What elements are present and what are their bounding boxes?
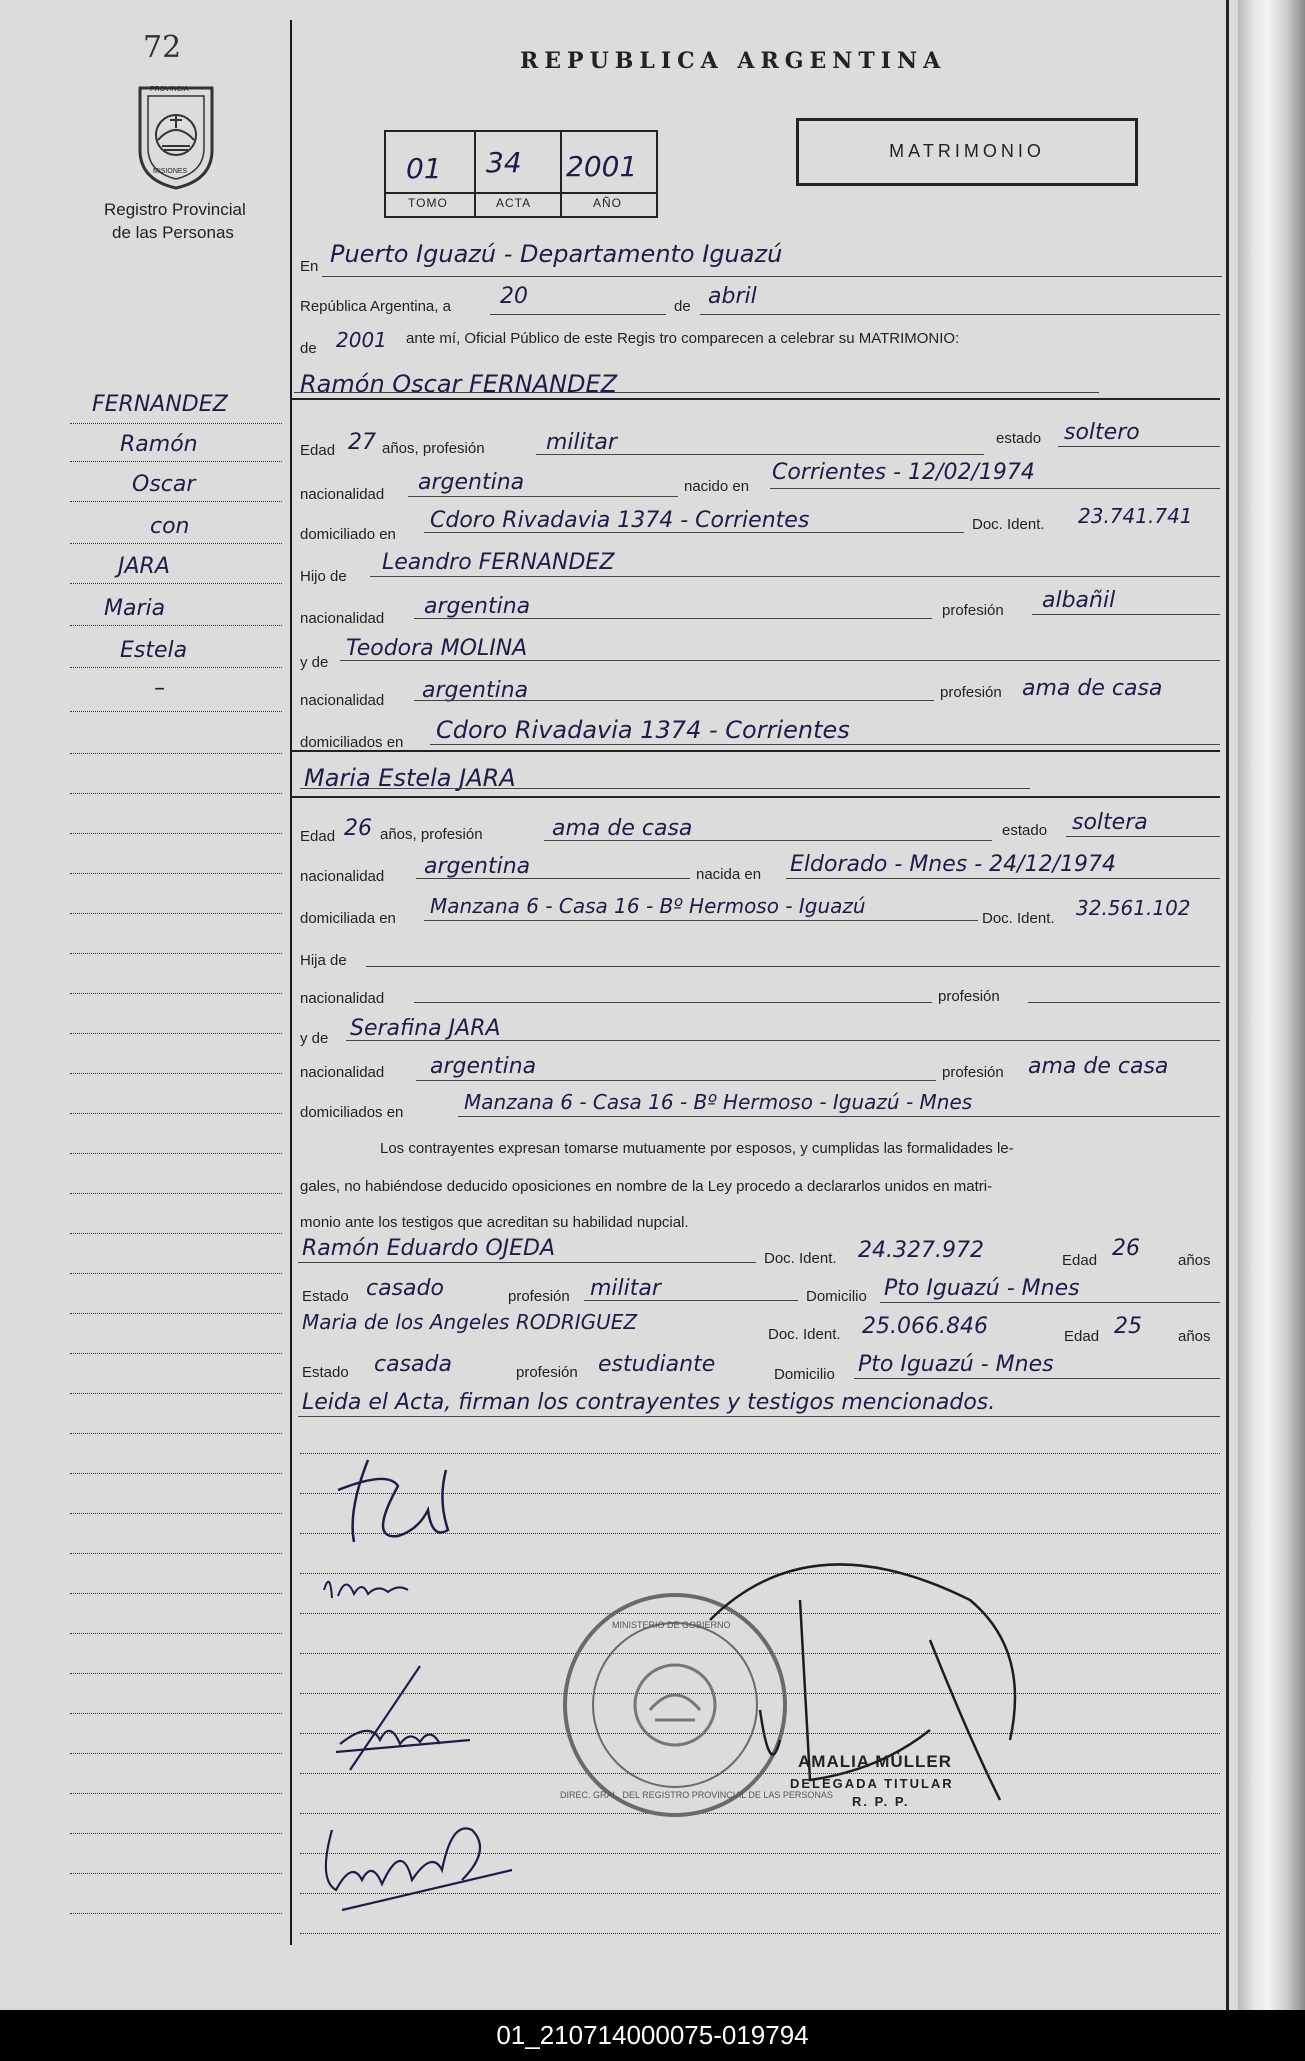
act-type-box xyxy=(796,118,1138,186)
witness1-signature xyxy=(330,1660,480,1780)
seal-text: DIREC. GRAL. DEL REGISTRO PROVINCIAL DE LAS PERSONAS xyxy=(560,1790,833,1800)
reference-box xyxy=(384,130,658,218)
emblem-top-text: PROVINCIA xyxy=(150,86,189,93)
margin-note-line: con xyxy=(150,514,190,539)
en-label: En xyxy=(300,258,319,275)
groom-nationality: argentina xyxy=(418,470,525,495)
bride-mother-profession: ama de casa xyxy=(1028,1054,1169,1079)
country-title: REPUBLICA ARGENTINA xyxy=(520,48,947,74)
groom-mother-profession: ama de casa xyxy=(1022,676,1163,701)
bride-address: Manzana 6 - Casa 16 - Bº Hermoso - Iguazú xyxy=(430,894,866,918)
bride-nationality: argentina xyxy=(424,854,531,879)
groom-birth: Corrientes - 12/02/1974 xyxy=(772,460,1035,485)
declaration-line: monio ante los testigos que acreditan su habilidad nupcial. xyxy=(300,1214,689,1231)
groom-name: Ramón Oscar FERNANDEZ xyxy=(300,370,618,398)
groom-father-nationality: argentina xyxy=(424,594,531,619)
groom-status: soltero xyxy=(1064,420,1140,445)
witness2-profession: estudiante xyxy=(598,1352,716,1377)
place-value: Puerto Iguazú - Departamento Iguazú xyxy=(330,240,783,268)
closing-statement: Leida el Acta, firman los contrayentes y testigos mencionados. xyxy=(302,1390,996,1415)
anio-value: 2001 xyxy=(566,150,638,183)
registry-line2: de las Personas xyxy=(112,223,234,242)
de-year-label: de xyxy=(300,340,317,357)
margin-divider-line xyxy=(290,20,292,1945)
witness2-signature xyxy=(312,1800,532,1920)
witness1-status: casado xyxy=(366,1276,444,1301)
witness2-age: 25 xyxy=(1114,1314,1142,1339)
official-office: R. P. P. xyxy=(852,1794,910,1809)
groom-age: 27 xyxy=(348,430,376,455)
witness1-name: Ramón Eduardo OJEDA xyxy=(302,1236,556,1261)
witness1-profession: militar xyxy=(590,1276,661,1301)
intro-statement: ante mí, Oficial Público de este Regis tro comparecen a celebrar su MATRIMONIO: xyxy=(406,330,960,347)
bride-signature xyxy=(318,1560,418,1610)
acta-label: ACTA xyxy=(496,196,532,210)
bride-birth: Eldorado - Mnes - 24/12/1974 xyxy=(790,852,1116,877)
margin-note-line: JARA xyxy=(118,554,170,579)
right-border-line xyxy=(1226,0,1229,2010)
certificate-page: 72 PROVINCIA MISIONES Registro Provincial de las Personas REPUBLICA ARGENTINA 01 34 2001 TOMO ACTA AÑO MATRIMONIO FERNANDEZ Ramón Oscar con JARA Maria Estela – En Puerto Iguazú - Departamento Iguazú República Argentina, a 20 de abril de 2001 ante mí, Oficial Público de este Regis tro comparecen a celebrar su MATRIMONIO: Ramón Oscar FERNANDEZ Edad 27 años, profesión militar estado soltero nacionalidad argentina nacido en Corrientes - 12/02/1974 domiciliado en Cdoro Rivadavia 1374 - Corrientes Doc. Ident. 23.741.741 Hijo de Leandro FERNANDEZ nacionalidad argentina profesión albañil y de Teodora MOLINA nacionalidad argentina profesión ama de casa domiciliados en Cdoro Rivadavia 1374 - Corrientes Maria Estela JARA Edad 26 años, profesión ama de casa estado soltera nacionalidad argentina nacida en Eldorado - Mnes - 24/12/1974 domiciliada en Manzana 6 - Casa 16 - Bº Hermoso - Iguazú Doc. Ident. 32.561.102 Hija de nacionalidad profesión y de Serafina JARA nacionalidad argentina profesión ama de casa domiciliados en Manzana 6 - Casa 16 - Bº Hermoso - Iguazú - Mnes Los contrayentes expresan tomarse mutuamente por esposos, y cumplidas las formalidades le- gales, no habiéndose deducido oposiciones en nombre de la Ley procedo a declararlos unidos en matri- monio ante los testigos que acreditan su habilidad nupcial. Ramón Eduardo OJEDA Doc. Ident. 24.327.972 Edad 26 años Estado casado profesión militar Domicilio Pto Iguazú - Mnes Maria de los Angeles RODRIGUEZ Doc. Ident. 25.066.846 Edad 25 años Estado casada profesión estudiante Domicilio Pto Iguazú - Mnes Leida el Acta, firman los contrayentes y testigos mencionados. DIREC. GRAL. DEL REGISTRO PROVINCIAL DE LAS PERSONAS MINISTERIO DE GOBIERNO AMALIA MÜLLER DELEGADA TITULAR R. P. P. xyxy=(0,0,1238,2010)
bride-mother-nationality: argentina xyxy=(430,1054,537,1079)
bride-age: 26 xyxy=(344,816,372,841)
groom-mother-nationality: argentina xyxy=(422,678,529,703)
page-number: 72 xyxy=(143,30,182,65)
margin-note-line: Maria xyxy=(104,596,166,621)
margin-note-line: FERNANDEZ xyxy=(92,392,228,417)
footer-id-bar: 01_210714000075-019794 xyxy=(0,2010,1305,2061)
official-name: AMALIA MÜLLER xyxy=(798,1752,953,1771)
official-title: DELEGADA TITULAR xyxy=(790,1776,954,1791)
emblem-bottom-text: MISIONES xyxy=(153,168,188,175)
tomo-label: TOMO xyxy=(408,196,448,210)
republica-label: República Argentina, a xyxy=(300,298,451,315)
groom-doc: 23.741.741 xyxy=(1078,504,1193,528)
witness2-address: Pto Iguazú - Mnes xyxy=(858,1352,1054,1377)
year-value: 2001 xyxy=(336,328,387,352)
anio-label: AÑO xyxy=(593,196,623,210)
seal-inner-text: MINISTERIO DE GOBIERNO xyxy=(612,1620,731,1630)
day-value: 20 xyxy=(500,284,528,309)
groom-father: Leandro FERNANDEZ xyxy=(382,550,615,575)
registry-line1: Registro Provincial xyxy=(104,200,246,219)
margin-note-line: Oscar xyxy=(132,472,196,497)
margin-note-line: Estela xyxy=(120,638,188,663)
bride-profession: ama de casa xyxy=(552,816,693,841)
declaration-line: gales, no habiéndose deducido oposiciones en nombre de la Ley procedo a declararlos unidos en matri- xyxy=(300,1178,993,1195)
groom-address: Cdoro Rivadavia 1374 - Corrientes xyxy=(430,508,810,533)
groom-parents-address: Cdoro Rivadavia 1374 - Corrientes xyxy=(436,716,850,744)
witness2-name: Maria de los Angeles RODRIGUEZ xyxy=(302,1310,638,1334)
margin-note-line: – xyxy=(154,676,165,701)
acta-value: 34 xyxy=(486,146,522,179)
month-value: abril xyxy=(708,284,757,309)
bride-mother: Serafina JARA xyxy=(350,1016,501,1041)
act-type-label: MATRIMONIO xyxy=(889,141,1045,161)
bride-doc: 32.561.102 xyxy=(1076,896,1191,920)
groom-signature xyxy=(328,1450,468,1560)
margin-note-line: Ramón xyxy=(120,432,198,457)
bride-name: Maria Estela JARA xyxy=(304,764,516,792)
groom-profession: militar xyxy=(546,430,617,455)
de-label: de xyxy=(674,298,691,315)
witness1-age: 26 xyxy=(1112,1236,1140,1261)
witness2-doc: 25.066.846 xyxy=(862,1314,988,1339)
groom-mother: Teodora MOLINA xyxy=(346,636,528,661)
bride-status: soltera xyxy=(1072,810,1148,835)
witness1-doc: 24.327.972 xyxy=(858,1238,984,1263)
tomo-value: 01 xyxy=(406,152,442,185)
book-page-edge xyxy=(1238,0,1305,2010)
witness1-address: Pto Iguazú - Mnes xyxy=(884,1276,1080,1301)
witness2-status: casada xyxy=(374,1352,452,1377)
groom-father-profession: albañil xyxy=(1042,588,1116,613)
bride-parents-address: Manzana 6 - Casa 16 - Bº Hermoso - Iguazú - Mnes xyxy=(464,1090,973,1114)
declaration-line: Los contrayentes expresan tomarse mutuamente por esposos, y cumplidas las formalidades le- xyxy=(380,1140,1014,1157)
